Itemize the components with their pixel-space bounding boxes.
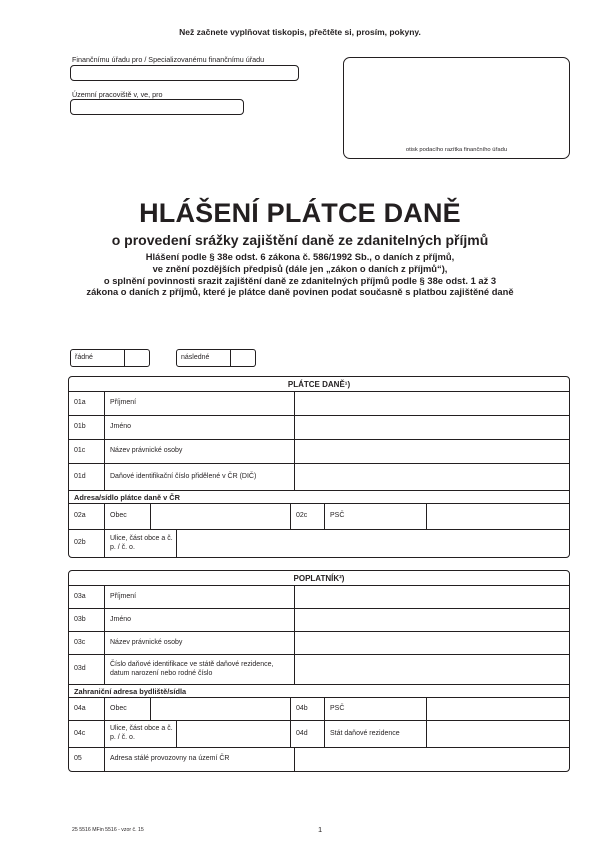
instructions-notice: Než začnete vyplňovat tiskopis, přečtěte si, prosím, pokyny. — [179, 27, 421, 37]
taxpayer-establishment-input[interactable] — [295, 748, 569, 771]
filing-type-subsequent-checkbox[interactable] — [231, 350, 255, 366]
row-code: 01b — [69, 416, 105, 439]
filing-type-regular-label: řádné — [71, 350, 125, 366]
row-code: 04a — [69, 698, 105, 720]
table-row — [69, 392, 569, 416]
row-label: Ulice, část obce a č. p. / č. o. — [105, 721, 177, 747]
row-code: 05 — [69, 748, 105, 771]
payer-address-heading: Adresa/sídlo plátce daně v ČR — [69, 491, 569, 504]
legal-line: ve znění pozdějších předpisů (dále jen „zákon o daních z příjmů“), — [152, 262, 448, 274]
row-code: 03c — [69, 632, 105, 654]
row-code: 01a — [69, 392, 105, 415]
taxpayer-company-input[interactable] — [295, 632, 569, 654]
table-row — [69, 504, 569, 530]
payer-section — [68, 376, 570, 558]
payer-heading: PLÁTCE DANĚ¹) — [69, 377, 569, 392]
table-row — [69, 440, 569, 464]
row-label: PSČ — [325, 698, 427, 720]
table-row — [69, 609, 569, 632]
taxpayer-street-input[interactable] — [177, 721, 291, 747]
row-code: 04d — [291, 721, 325, 747]
row-label: Název právnické osoby — [105, 440, 295, 463]
table-row — [69, 655, 569, 685]
workplace-label: Územní pracoviště v, ve, pro — [72, 90, 163, 99]
row-label: Číslo daňové identifikace ve státě daňové rezidence, datum narození nebo rodné číslo — [105, 655, 295, 684]
filing-type-subsequent-label: následné — [177, 350, 231, 366]
row-code: 02c — [291, 504, 325, 529]
row-label: Příjmení — [105, 392, 295, 415]
taxpayer-heading: POPLATNÍK²) — [69, 571, 569, 586]
row-label: Název právnické osoby — [105, 632, 295, 654]
table-row — [69, 464, 569, 491]
table-row — [69, 721, 569, 748]
row-label: Obec — [105, 698, 151, 720]
payer-surname-input[interactable] — [295, 392, 569, 415]
row-label: Adresa stálé provozovny na území ČR — [105, 748, 295, 771]
table-row — [69, 416, 569, 440]
form-title: HLÁŠENÍ PLÁTCE DANĚ — [139, 198, 461, 228]
table-row — [69, 698, 569, 721]
stamp-label: otisk podacího razítka finančního úřadu — [405, 147, 508, 153]
row-code: 01c — [69, 440, 105, 463]
workplace-field[interactable] — [70, 99, 244, 115]
legal-basis — [40, 251, 560, 298]
taxpayer-tin-input[interactable] — [295, 655, 569, 684]
filing-type-regular-checkbox[interactable] — [125, 350, 149, 366]
row-label: Příjmení — [105, 586, 295, 608]
payer-street-input[interactable] — [177, 530, 569, 557]
payer-company-input[interactable] — [295, 440, 569, 463]
row-label: Jméno — [105, 609, 295, 631]
page-number: 1 — [318, 825, 323, 834]
row-code: 01d — [69, 464, 105, 490]
row-code: 04b — [291, 698, 325, 720]
row-code: 02b — [69, 530, 105, 557]
table-row — [69, 530, 569, 557]
form-identifier: 25 5516 MFin 5516 - vzor č. 15 — [72, 827, 144, 833]
taxpayer-state-input[interactable] — [427, 721, 569, 747]
taxpayer-surname-input[interactable] — [295, 586, 569, 608]
legal-line: Hlášení podle § 38e odst. 6 zákona č. 586/1992 Sb., o daních z příjmů, — [145, 251, 455, 262]
table-row — [69, 586, 569, 609]
row-label: Jméno — [105, 416, 295, 439]
taxpayer-address-heading: Zahraniční adresa bydliště/sídla — [69, 685, 569, 698]
taxpayer-city-input[interactable] — [151, 698, 291, 720]
filing-type-regular[interactable] — [70, 349, 150, 367]
tax-office-field[interactable] — [70, 65, 299, 81]
row-label: Daňové identifikační číslo přidělené v ČR (DIČ) — [105, 464, 295, 490]
row-label: PSČ — [325, 504, 427, 529]
payer-city-input[interactable] — [151, 504, 291, 529]
filing-type-subsequent[interactable] — [176, 349, 256, 367]
row-code: 03d — [69, 655, 105, 684]
form-subtitle: o provedení srážky zajištění daně ze zdanitelných příjmů — [111, 232, 489, 248]
payer-dic-input[interactable] — [295, 464, 569, 490]
payer-firstname-input[interactable] — [295, 416, 569, 439]
legal-line: o splnění povinnosti srazit zajištění daně ze zdanitelných příjmů podle § 38e odst. 1 až 3 — [103, 274, 497, 286]
tax-office-label: Finančnímu úřadu pro / Specializovanému finančnímu úřadu — [72, 55, 265, 64]
taxpayer-section — [68, 570, 570, 772]
taxpayer-firstname-input[interactable] — [295, 609, 569, 631]
payer-zip-input[interactable] — [427, 504, 569, 529]
table-row — [69, 748, 569, 771]
stamp-area — [343, 57, 570, 159]
row-label: Ulice, část obce a č. p. / č. o. — [105, 530, 177, 557]
legal-line: zákona o daních z příjmů, které je plátce daně povinen podat současně s platbou zajištěné daně — [86, 286, 514, 298]
table-row — [69, 632, 569, 655]
row-label: Obec — [105, 504, 151, 529]
row-code: 04c — [69, 721, 105, 747]
taxpayer-zip-input[interactable] — [427, 698, 569, 720]
row-label: Stát daňové rezidence — [325, 721, 427, 747]
row-code: 02a — [69, 504, 105, 529]
row-code: 03a — [69, 586, 105, 608]
row-code: 03b — [69, 609, 105, 631]
